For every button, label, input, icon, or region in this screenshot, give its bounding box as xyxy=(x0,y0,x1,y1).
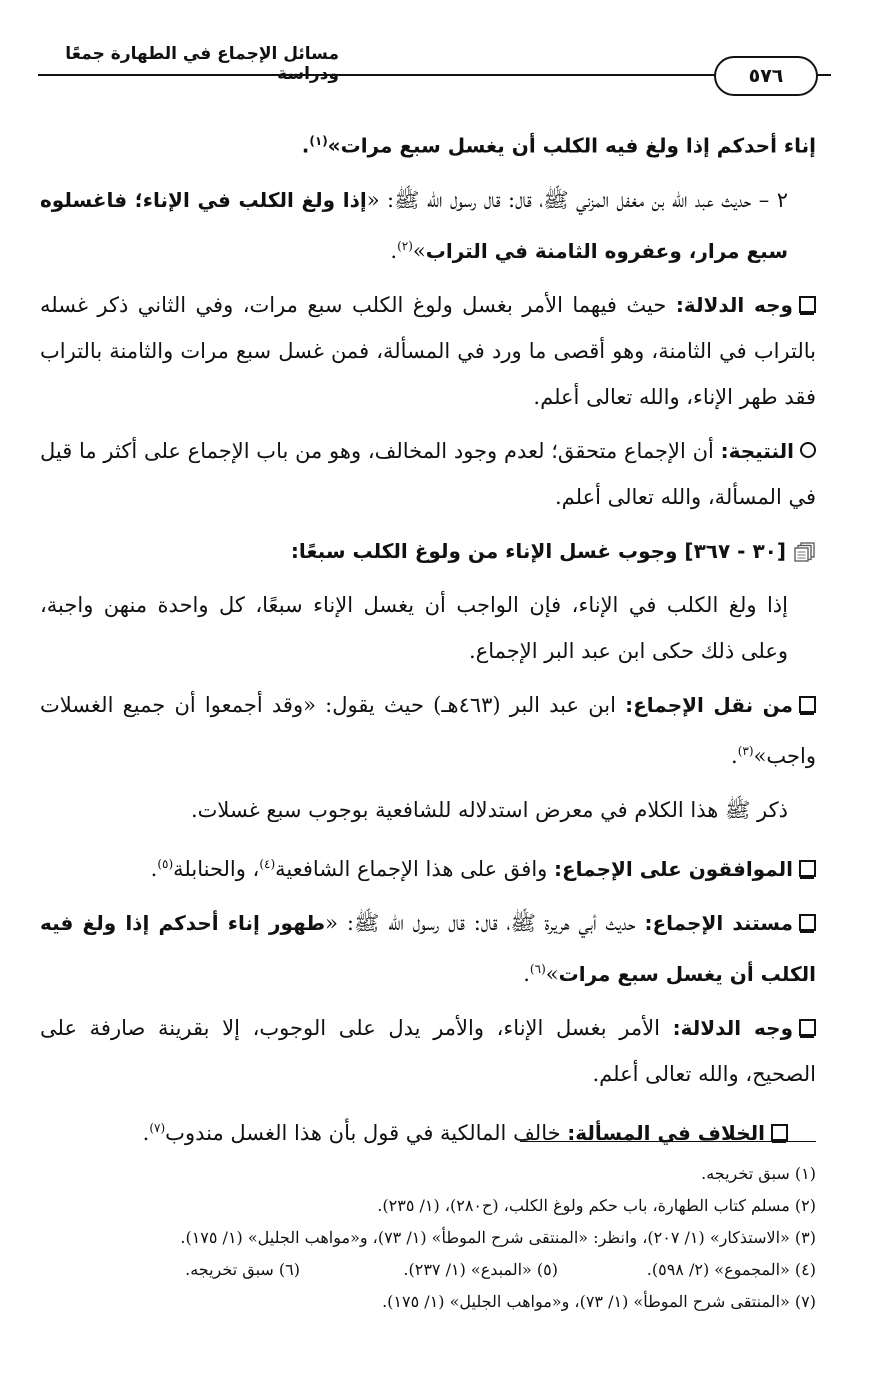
footnote-1: (١) سبق تخريجه. xyxy=(701,1164,816,1183)
square-bullet-icon xyxy=(799,860,816,877)
paragraph-label: من نقل الإجماع: xyxy=(625,692,794,717)
paragraph-label: مستند الإجماع: xyxy=(644,910,793,935)
footnote-ref: (٤) xyxy=(259,856,276,871)
hadith-text: طهور إناء أحدكم إذا ولغ فيه الكلب أن يغسل سبع مرات xyxy=(40,910,816,986)
circle-bullet-icon xyxy=(800,442,816,458)
footnote-4: (٤) «المجموع» (٢/ ٥٩٨). xyxy=(646,1260,816,1279)
paragraph-evidence: وجه الدلالة: حيث فيهما الأمر بغسل ولوغ الكلب سبع مرات، وفي الثاني ذكر غسله بالتراب في الثامنة، وهو أقصى ما ورد في المسألة، فمن غسل سبع مرات والثامنة بالتراب فقد طهر الإناء، والله تعالى أعلم. xyxy=(40,292,816,409)
paragraph-dispute: الخلاف في المسألة: خالف المالكية في قول بأن هذا الغسل مندوب$^{(٧)}$. xyxy=(40,1105,816,1156)
footnote-ref: (٦) xyxy=(529,961,546,976)
paragraph-hadith-2: ٢ – حديث عبد الله بن مغفل المزني ﷺ، قال: قال رسول الله ﷺ: «إذا ولغ الكلب في الإناء؛ فاغسلوه سبع مرار، وعفروه الثامنة في التراب»$^{(٢)}$. xyxy=(40,187,788,263)
paragraph-label: الموافقون على الإجماع: xyxy=(554,856,793,881)
footnote-ref: (١) xyxy=(309,134,328,148)
paragraph-agreeing: الموافقون على الإجماع: وافق على هذا الإجماع الشافعية$^{(٤)}$، والحنابلة$^{(٥)}$. xyxy=(40,841,816,892)
paragraph-label: الخلاف في المسألة: xyxy=(567,1120,765,1145)
header-rule xyxy=(38,74,831,76)
paragraph-transmitter: من نقل الإجماع: ابن عبد البر (٤٦٣هـ) حيث يقول: «وقد أجمعوا أن جميع الغسلات واجب»$^{(٣)}$. xyxy=(40,692,816,768)
footnote-row xyxy=(40,1254,816,1286)
paragraph-hadith-end: إناء أحدكم إذا ولغ فيه الكلب أن يغسل سبع مرات»$^{(١)}$. xyxy=(301,133,816,158)
square-bullet-icon xyxy=(799,296,816,313)
hadith-text: إذا ولغ الكلب في الإناء؛ فاغسلوه سبع مرار، وعفروه الثامنة في التراب xyxy=(40,187,788,263)
footnote-ref: (٢) xyxy=(397,238,413,253)
footnote-2: (٢) مسلم كتاب الطهارة، باب حكم ولوغ الكلب، (ح٢٨٠)، (١/ ٢٣٥). xyxy=(377,1196,816,1215)
running-header-title: مسائل الإجماع في الطهارة جمعًا ودراسة xyxy=(65,44,339,84)
footnotes xyxy=(40,1158,816,1318)
paragraph-basis: مستند الإجماع: حديث أبي هريرة ﷺ، قال: قال رسول الله ﷺ: «طهور إناء أحدكم إذا ولغ فيه الكلب أن يغسل سبع مرات»$^{(٦)}$. xyxy=(40,910,816,986)
footnote-5: (٥) «المبدع» (١/ ٢٣٧). xyxy=(403,1260,558,1279)
footnote-separator xyxy=(520,1141,816,1142)
paragraph-label: وجه الدلالة: xyxy=(675,292,793,317)
paragraph-label: النتيجة: xyxy=(720,438,794,463)
footnote-ref: (٧) xyxy=(149,1120,166,1135)
square-bullet-icon xyxy=(799,914,816,931)
footnote-6: (٦) سبق تخريجه. xyxy=(185,1260,300,1279)
footnote-3: (٣) «الاستذكار» (١/ ٢٠٧)، وانظر: «المنتقى شرح الموطأ» (١/ ٧٣)، و«مواهب الجليل» (١/ ١٧٥). xyxy=(180,1228,816,1247)
square-bullet-icon xyxy=(799,1019,816,1036)
footnote-7: (٧) «المنتقى شرح الموطأ» (١/ ٧٣)، و«مواهب الجليل» (١/ ١٧٥). xyxy=(382,1292,816,1311)
square-bullet-icon xyxy=(799,696,816,713)
paragraph-intro: إذا ولغ الكلب في الإناء، فإن الواجب أن يغسل الإناء سبعًا، كل واحدة منهن واجبة، وعلى ذلك حكى ابن عبد البر الإجماع. xyxy=(40,592,788,663)
paragraph-result: النتيجة: أن الإجماع متحقق؛ لعدم وجود المخالف، وهو من باب الإجماع على أكثر ما قيل في المسألة، والله تعالى أعلم. xyxy=(40,438,816,509)
page-number: ٥٧٦ xyxy=(714,56,818,96)
footnote-ref: (٣) xyxy=(737,743,754,758)
square-bullet-icon xyxy=(771,1124,788,1141)
section-heading: [٣٠ - ٣٦٧] وجوب غسل الإناء من ولوغ الكلب سبعًا: xyxy=(40,528,816,574)
paragraph-evidence-2: وجه الدلالة: الأمر بغسل الإناء، والأمر يدل على الوجوب، إلا بقرينة صارفة على الصحيح، والله تعالى أعلم. xyxy=(40,1015,816,1086)
page-body xyxy=(40,118,816,1164)
footnote-ref: (٥) xyxy=(157,856,174,871)
pages-icon xyxy=(794,542,816,562)
paragraph-label: وجه الدلالة: xyxy=(672,1015,794,1040)
paragraph-note: ذكر ﷺ هذا الكلام في معرض استدلاله للشافعية بوجوب سبع غسلات. xyxy=(190,797,788,822)
